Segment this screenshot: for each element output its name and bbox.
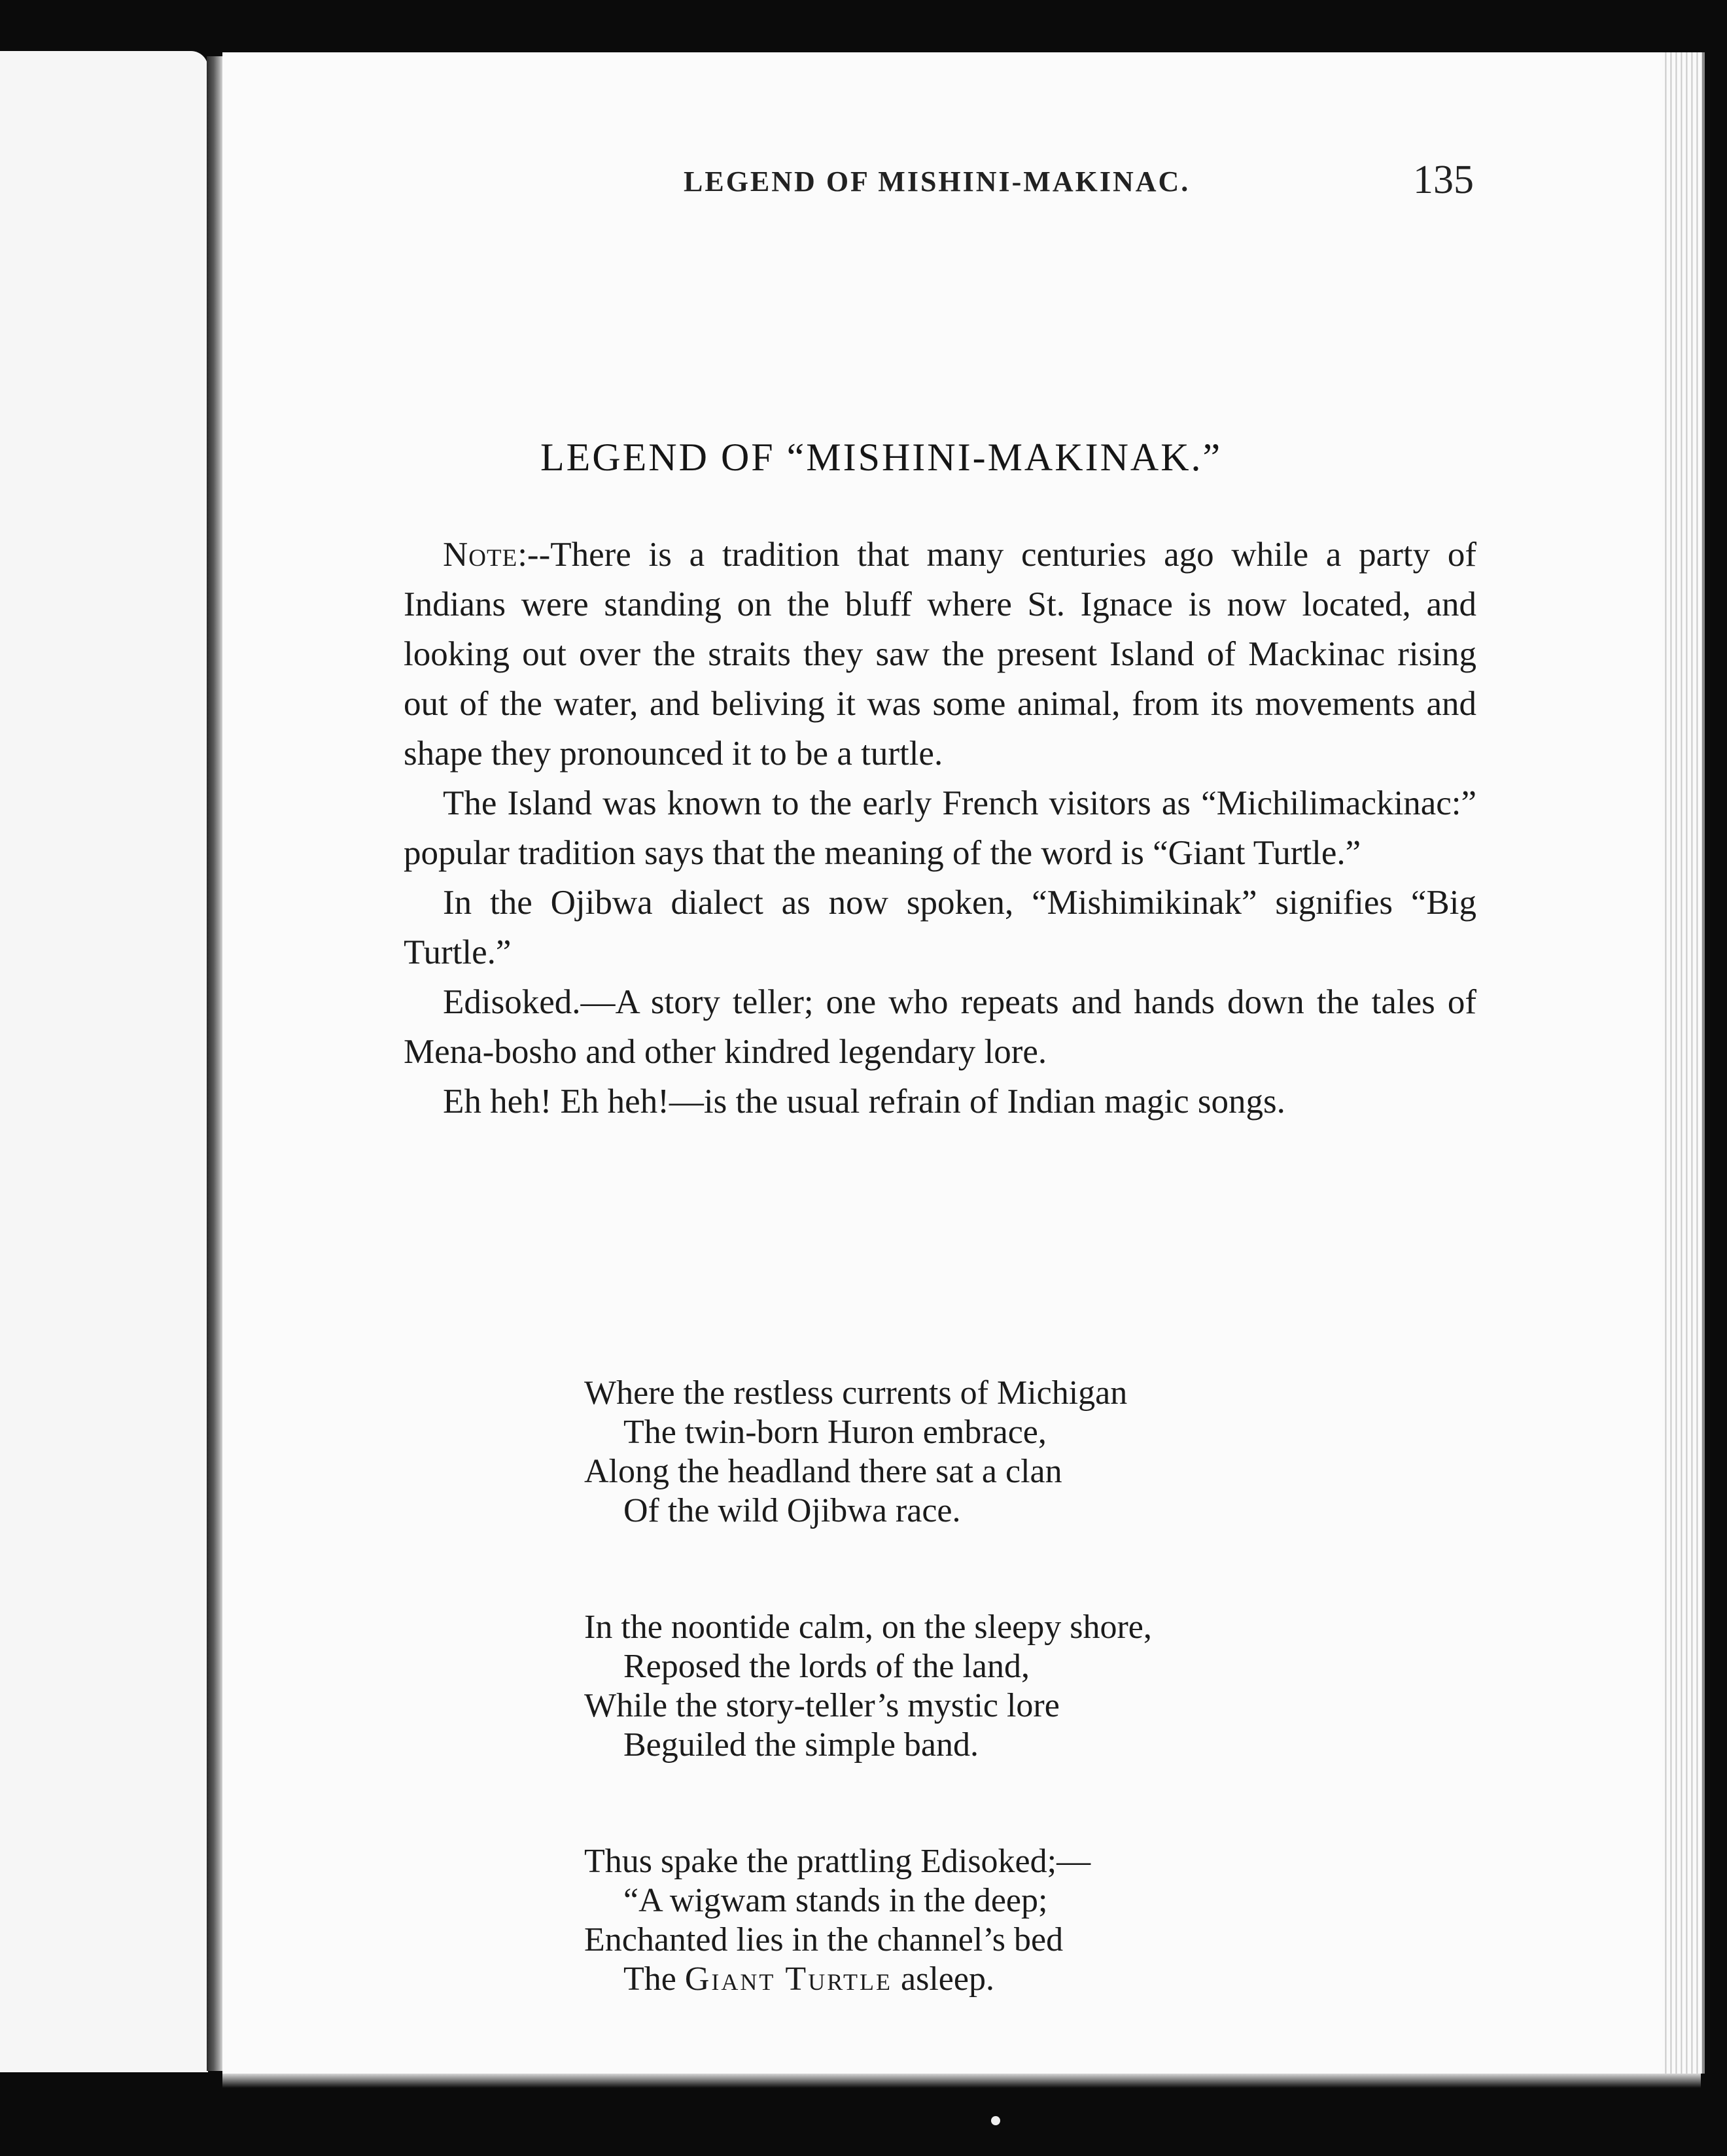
poem-stanza — [584, 1374, 1152, 1531]
poem-line-prefix: The — [623, 1960, 685, 1998]
paragraph: Edisoked.—A story teller; one who repeats and hands down the tales of Mena-bosho and other kindred legendary lore. — [404, 983, 1476, 1071]
page-title: LEGEND OF “MISHINI-MAKINAK.” — [540, 436, 1223, 479]
left-page — [0, 51, 208, 2072]
poem-line: Of the wild Ojibwa race. — [623, 1492, 961, 1529]
poem-line: In the noontide calm, on the sleepy shore, — [584, 1608, 1152, 1646]
note-text: :--There is a tradition that many centuries ago while a party of Indians were standing on the bluff where St. Ignace is now located, and looking out over the straits they saw the present Island of Mackinac rising out of the water, and beliving it was some animal, from its movements and shape they pronounced it to be a turtle. — [404, 536, 1476, 773]
note-paragraph — [404, 530, 1476, 778]
poem-line — [584, 1960, 1152, 1999]
scan-speck — [991, 2116, 1000, 2125]
poem-line: Along the headland there sat a clan — [584, 1453, 1062, 1490]
poem-emphasis: Giant Turtle — [684, 1960, 893, 1998]
poem-line: The twin-born Huron embrace, — [623, 1414, 1047, 1451]
poem — [584, 1374, 1152, 2076]
poem-stanza — [584, 1608, 1152, 1765]
page-number: 135 — [1413, 158, 1474, 202]
page-edges — [1662, 52, 1705, 2074]
poem-line: Where the restless currents of Michigan — [584, 1374, 1128, 1412]
poem-line: Enchanted lies in the channel’s bed — [584, 1921, 1064, 1958]
paragraph: The Island was known to the early French visitors as “Michilimackinac:” popular tradition says that the meaning of the word is “Giant Turtle.” — [404, 784, 1476, 872]
prose-body — [404, 530, 1476, 1126]
poem-line: Thus spake the prattling Edisoked;— — [584, 1843, 1091, 1880]
paragraph: Eh heh! Eh heh!—is the usual refrain of Indian magic songs. — [443, 1083, 1285, 1121]
book-gutter — [207, 56, 224, 2071]
running-header: LEGEND OF MISHINI-MAKINAC. — [684, 165, 1191, 198]
poem-line: Beguiled the simple band. — [623, 1726, 979, 1764]
poem-line-suffix: asleep. — [892, 1960, 994, 1998]
poem-stanza — [584, 1842, 1152, 1999]
poem-line: “A wigwam stands in the deep; — [623, 1882, 1048, 1919]
poem-line: Reposed the lords of the land, — [623, 1648, 1030, 1685]
poem-line: While the story-teller’s mystic lore — [584, 1687, 1060, 1724]
paragraph: In the Ojibwa dialect as now spoken, “Mishimikinak” signifies “Big Turtle.” — [404, 884, 1476, 971]
note-label: Note — [443, 536, 518, 574]
